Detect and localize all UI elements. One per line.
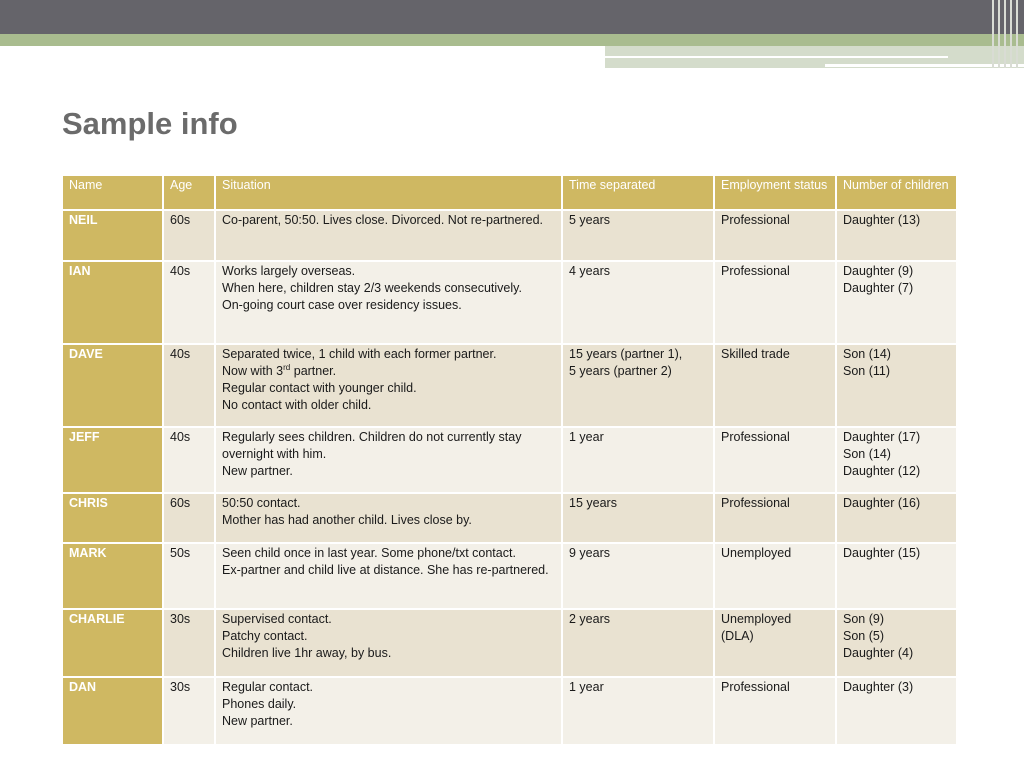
cell-name: IAN [62, 261, 163, 344]
cell-name: CHARLIE [62, 609, 163, 677]
cell-time-separated [562, 344, 714, 427]
cell-children [836, 344, 957, 427]
child-line: Son (14) [843, 347, 891, 361]
cell-name: JEFF [62, 427, 163, 493]
cell-employment [714, 344, 836, 427]
time-line: 15 years (partner 1), [569, 347, 683, 361]
cell-time-separated [562, 210, 714, 261]
table-row [62, 427, 957, 493]
header-band-dark [0, 0, 1024, 34]
situation-line: Regular contact with younger child. [222, 381, 417, 395]
column-header-name: Name [62, 175, 163, 210]
employment-line: Professional [721, 680, 790, 694]
cell-age: 50s [163, 543, 215, 609]
cell-employment [714, 427, 836, 493]
child-line: Daughter (17) [843, 430, 921, 444]
cell-time-separated [562, 493, 714, 543]
time-line: 1 year [569, 680, 604, 694]
table-header-row [62, 175, 957, 210]
child-line: Son (11) [843, 364, 891, 378]
cell-age: 30s [163, 677, 215, 745]
child-line: Son (9) [843, 612, 884, 626]
cell-situation [215, 210, 562, 261]
header-stripes [988, 0, 1024, 68]
cell-situation [215, 344, 562, 427]
situation-line: Regular contact. [222, 680, 314, 694]
cell-age: 40s [163, 427, 215, 493]
situation-line: Supervised contact. [222, 612, 332, 626]
child-line: Daughter (13) [843, 213, 921, 227]
time-line: 15 years [569, 496, 617, 510]
cell-situation [215, 427, 562, 493]
cell-situation [215, 677, 562, 745]
cell-employment [714, 210, 836, 261]
situation-line: 50:50 contact. [222, 496, 301, 510]
situation-line: Seen child once in last year. Some phone/txt contact. [222, 546, 516, 560]
child-line: Daughter (7) [843, 281, 914, 295]
cell-time-separated [562, 427, 714, 493]
cell-time-separated [562, 677, 714, 745]
situation-line: Ex-partner and child live at distance. She has re-partnered. [222, 563, 549, 577]
time-line: 2 years [569, 612, 610, 626]
child-line: Daughter (12) [843, 464, 921, 478]
header-accent-line [605, 56, 948, 58]
child-line: Daughter (3) [843, 680, 914, 694]
cell-children [836, 543, 957, 609]
situation-line: Works largely overseas. [222, 264, 356, 278]
cell-name: DAVE [62, 344, 163, 427]
cell-situation [215, 543, 562, 609]
cell-employment [714, 261, 836, 344]
employment-line: Professional [721, 430, 790, 444]
time-line: 5 years (partner 2) [569, 364, 672, 378]
cell-name: NEIL [62, 210, 163, 261]
employment-line: Professional [721, 496, 790, 510]
column-header-situation: Situation [215, 175, 562, 210]
column-header-time-separated: Time separated [562, 175, 714, 210]
cell-children [836, 493, 957, 543]
cell-time-separated [562, 543, 714, 609]
time-line: 4 years [569, 264, 610, 278]
situation-line: On-going court case over residency issues. [222, 298, 462, 312]
employment-line: Skilled trade [721, 347, 790, 361]
situation-line: Co-parent, 50:50. Lives close. Divorced. Not re-partnered. [222, 213, 543, 227]
situation-line: No contact with older child. [222, 398, 372, 412]
table-row [62, 543, 957, 609]
cell-age: 60s [163, 493, 215, 543]
situation-line: Mother has had another child. Lives close by. [222, 513, 472, 527]
situation-text: partner. [290, 364, 337, 378]
cell-situation [215, 493, 562, 543]
cell-employment [714, 543, 836, 609]
cell-age: 60s [163, 210, 215, 261]
time-line: 5 years [569, 213, 610, 227]
cell-children [836, 427, 957, 493]
column-header-age: Age [163, 175, 215, 210]
cell-situation [215, 261, 562, 344]
cell-employment [714, 493, 836, 543]
cell-employment [714, 609, 836, 677]
table-row [62, 493, 957, 543]
cell-time-separated [562, 609, 714, 677]
cell-name: MARK [62, 543, 163, 609]
situation-line [222, 363, 555, 380]
time-line: 9 years [569, 546, 610, 560]
cell-age: 40s [163, 261, 215, 344]
cell-children [836, 677, 957, 745]
child-line: Daughter (9) [843, 264, 914, 278]
child-line: Daughter (15) [843, 546, 921, 560]
cell-name: DAN [62, 677, 163, 745]
table-row [62, 344, 957, 427]
situation-line: New partner. [222, 714, 293, 728]
situation-line: Phones daily. [222, 697, 297, 711]
table-row [62, 210, 957, 261]
cell-children [836, 210, 957, 261]
cell-name: CHRIS [62, 493, 163, 543]
time-line: 1 year [569, 430, 604, 444]
situation-line: Separated twice, 1 child with each former partner. [222, 347, 497, 361]
table-row [62, 261, 957, 344]
column-header-employment-status: Employment status [714, 175, 836, 210]
situation-line: Children live 1hr away, by bus. [222, 646, 392, 660]
situation-line: New partner. [222, 464, 293, 478]
employment-line: Professional [721, 264, 790, 278]
sample-info-table [61, 174, 958, 746]
child-line: Son (5) [843, 629, 884, 643]
child-line: Son (14) [843, 447, 891, 461]
employment-line: Unemployed [721, 546, 792, 560]
header-band-green [0, 34, 1024, 46]
employment-line: Professional [721, 213, 790, 227]
cell-time-separated [562, 261, 714, 344]
table-row [62, 609, 957, 677]
situation-line: Patchy contact. [222, 629, 308, 643]
child-line: Daughter (16) [843, 496, 921, 510]
child-line: Daughter (4) [843, 646, 914, 660]
cell-situation [215, 609, 562, 677]
situation-line: When here, children stay 2/3 weekends consecutively. [222, 281, 522, 295]
cell-age: 30s [163, 609, 215, 677]
table-row [62, 677, 957, 745]
cell-employment [714, 677, 836, 745]
cell-children [836, 261, 957, 344]
employment-line: (DLA) [721, 629, 754, 643]
cell-age: 40s [163, 344, 215, 427]
column-header-number-of-children: Number of children [836, 175, 957, 210]
situation-text: Now with 3 [222, 364, 284, 378]
situation-line: Regularly sees children. Children do not currently stay overnight with him. [222, 430, 522, 461]
slide-title: Sample info [62, 106, 238, 141]
employment-line: Unemployed [721, 612, 792, 626]
cell-children [836, 609, 957, 677]
superscript-ordinal: rd [283, 362, 291, 372]
